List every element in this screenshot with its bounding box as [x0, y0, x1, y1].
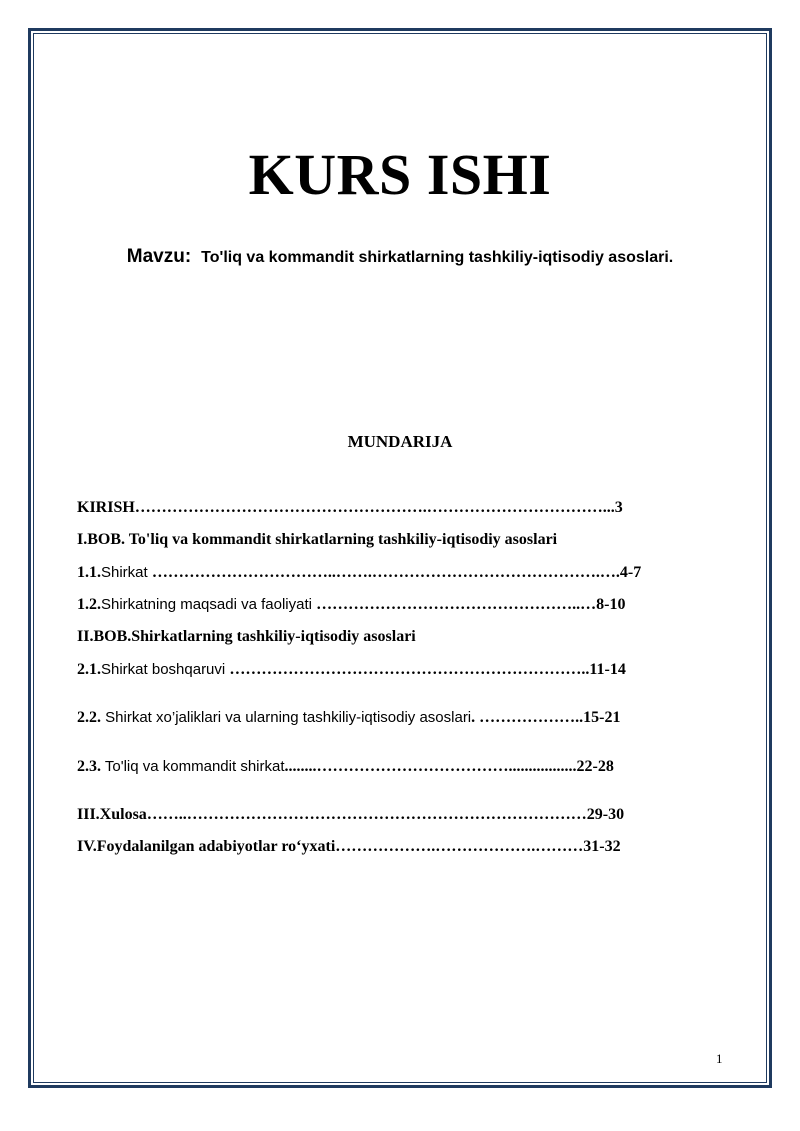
toc-entry-kirish	[77, 498, 623, 518]
toc-entry-text: Shirkat	[101, 564, 152, 581]
toc-entry-text: Shirkat boshqaruvi	[101, 661, 230, 678]
toc-entry-leader: KIRISH……………………………………………….……………………………...3	[77, 499, 623, 516]
toc-entry-leader: III.Xulosa……..…………………………………………………………………29-30	[77, 806, 625, 823]
toc-entry-leader: I.BOB. To'liq va kommandit shirkatlarning tashkiliy-iqtisodiy asoslari	[77, 531, 558, 548]
document-title: KURS ISHI	[248, 142, 552, 207]
toc-entry-leader: IV.Foydalanilgan adabiyotlar ro‘yxati……………….……………….………31-32	[77, 838, 621, 855]
toc-entry-bob-2	[77, 627, 416, 647]
toc-entry-text: Shirkatning maqsadi va faoliyati	[101, 596, 317, 613]
toc-entry-leader: …………………………………………………………..11-14	[229, 661, 626, 678]
toc-entry-leader: II.BOB.Shirkatlarning tashkiliy-iqtisodiy asoslari	[77, 628, 416, 645]
toc-entry-1-2	[77, 595, 625, 615]
subject-label: Mavzu:	[126, 246, 192, 267]
subject-line	[0, 246, 800, 268]
toc-entry-2-2	[77, 708, 620, 728]
toc-entry-number: 1.2.	[77, 596, 101, 613]
toc-entry-leader: ........……………………………….................22-28	[284, 758, 614, 775]
toc-heading: MUNDARIJA	[347, 432, 453, 451]
toc-entry-number: 2.1.	[77, 661, 101, 678]
toc-entry-adabiyotlar	[77, 837, 621, 857]
toc-entry-xulosa	[77, 805, 624, 825]
toc-entry-bob-1	[77, 530, 557, 550]
subject-text: To'liq va kommandit shirkatlarning tashkiliy-iqtisodiy asoslari.	[201, 249, 674, 266]
page-number: 1	[716, 1051, 723, 1066]
toc-entry-2-1	[77, 660, 626, 680]
toc-entry-leader: …………………………………………..…8-10	[316, 596, 626, 613]
toc-entry-text: Shirkat xo’jaliklari va ularning tashkiliy-iqtisodiy asoslari	[101, 709, 472, 726]
toc-entry-text: To'liq va kommandit shirkat	[101, 758, 285, 775]
toc-entry-number: 2.3.	[77, 758, 101, 775]
toc-entry-number: 1.1.	[77, 564, 101, 581]
toc-entry-leader: ……………………………..…….…………………………………….….4-7	[151, 564, 642, 581]
toc-entry-1-1	[77, 563, 641, 583]
toc-entry-leader: . ………………..15-21	[471, 709, 621, 726]
toc-entry-number: 2.2.	[77, 709, 101, 726]
toc-entry-2-3	[77, 757, 614, 777]
